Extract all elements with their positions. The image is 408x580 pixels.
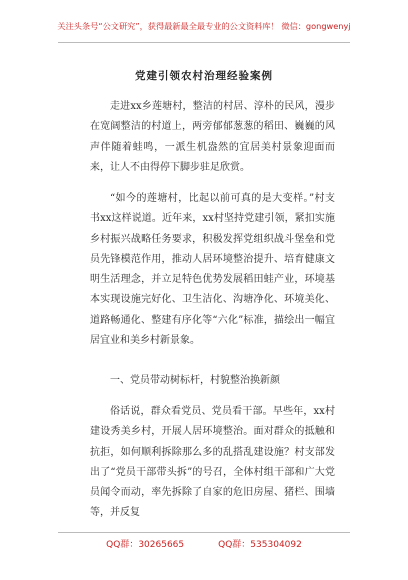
header-banner: 关注头条号“公文研究”，获得最新最全最专业的公文资料库！ 微信：gongwenyj: [57, 21, 351, 31]
section-heading: 一、党员带动树标杆，村貌整治换新颜: [110, 375, 280, 386]
paragraph-section-one: 俗话说，群众看党员、党员看干部。早些年，xx村建设秀美乡村，开展人居环境整治。面对群众的抵触和抗拒，如何顺利拆除那么多的乱搭乱建设施？村支部发出了“党员干部带头拆”的号召，全体村组干部和广大党员闻令而动，率先拆除了自家的危旧房屋、猪栏、围墙等，并反复: [90, 406, 335, 519]
footer-qq-group-1: QQ群：30265665: [106, 540, 185, 550]
header-divider: [58, 42, 350, 43]
paragraph-intro: 走进xx乡莲塘村，整洁的村居、淳朴的民风，漫步在宽阔整洁的村道上，两旁郁郁葱葱的稻田、巍巍的风声伴随着蛙鸣，一派生机盎然的宜居美村景象迎面而来，让人不由得停下脚步驻足欣赏。: [90, 101, 335, 173]
footer: [0, 537, 408, 550]
document-title: 党建引领农村治理经验案例: [135, 70, 273, 82]
paragraph-quote: “如今的莲塘村，比起以前可真的是大变样。”村支书xx这样说道。近年来，xx村坚持党建引领，紧扣实施乡村振兴战略任务要求，积极发挥党组织战斗堡垒和党员先锋模范作用，推动人居环境整治提升、培育健康文明生活理念，并立足特色优势发展稻田蛙产业，环境基本实现设施完好化、卫生洁化、沟塘净化、环境美化、道路畅通化、整建有序化等“六化”标准，描绘出一幅宜居宜业和美乡村新景象。: [90, 193, 335, 347]
footer-divider: [58, 532, 350, 533]
footer-qq-group-2: QQ群：535304092: [218, 540, 302, 550]
